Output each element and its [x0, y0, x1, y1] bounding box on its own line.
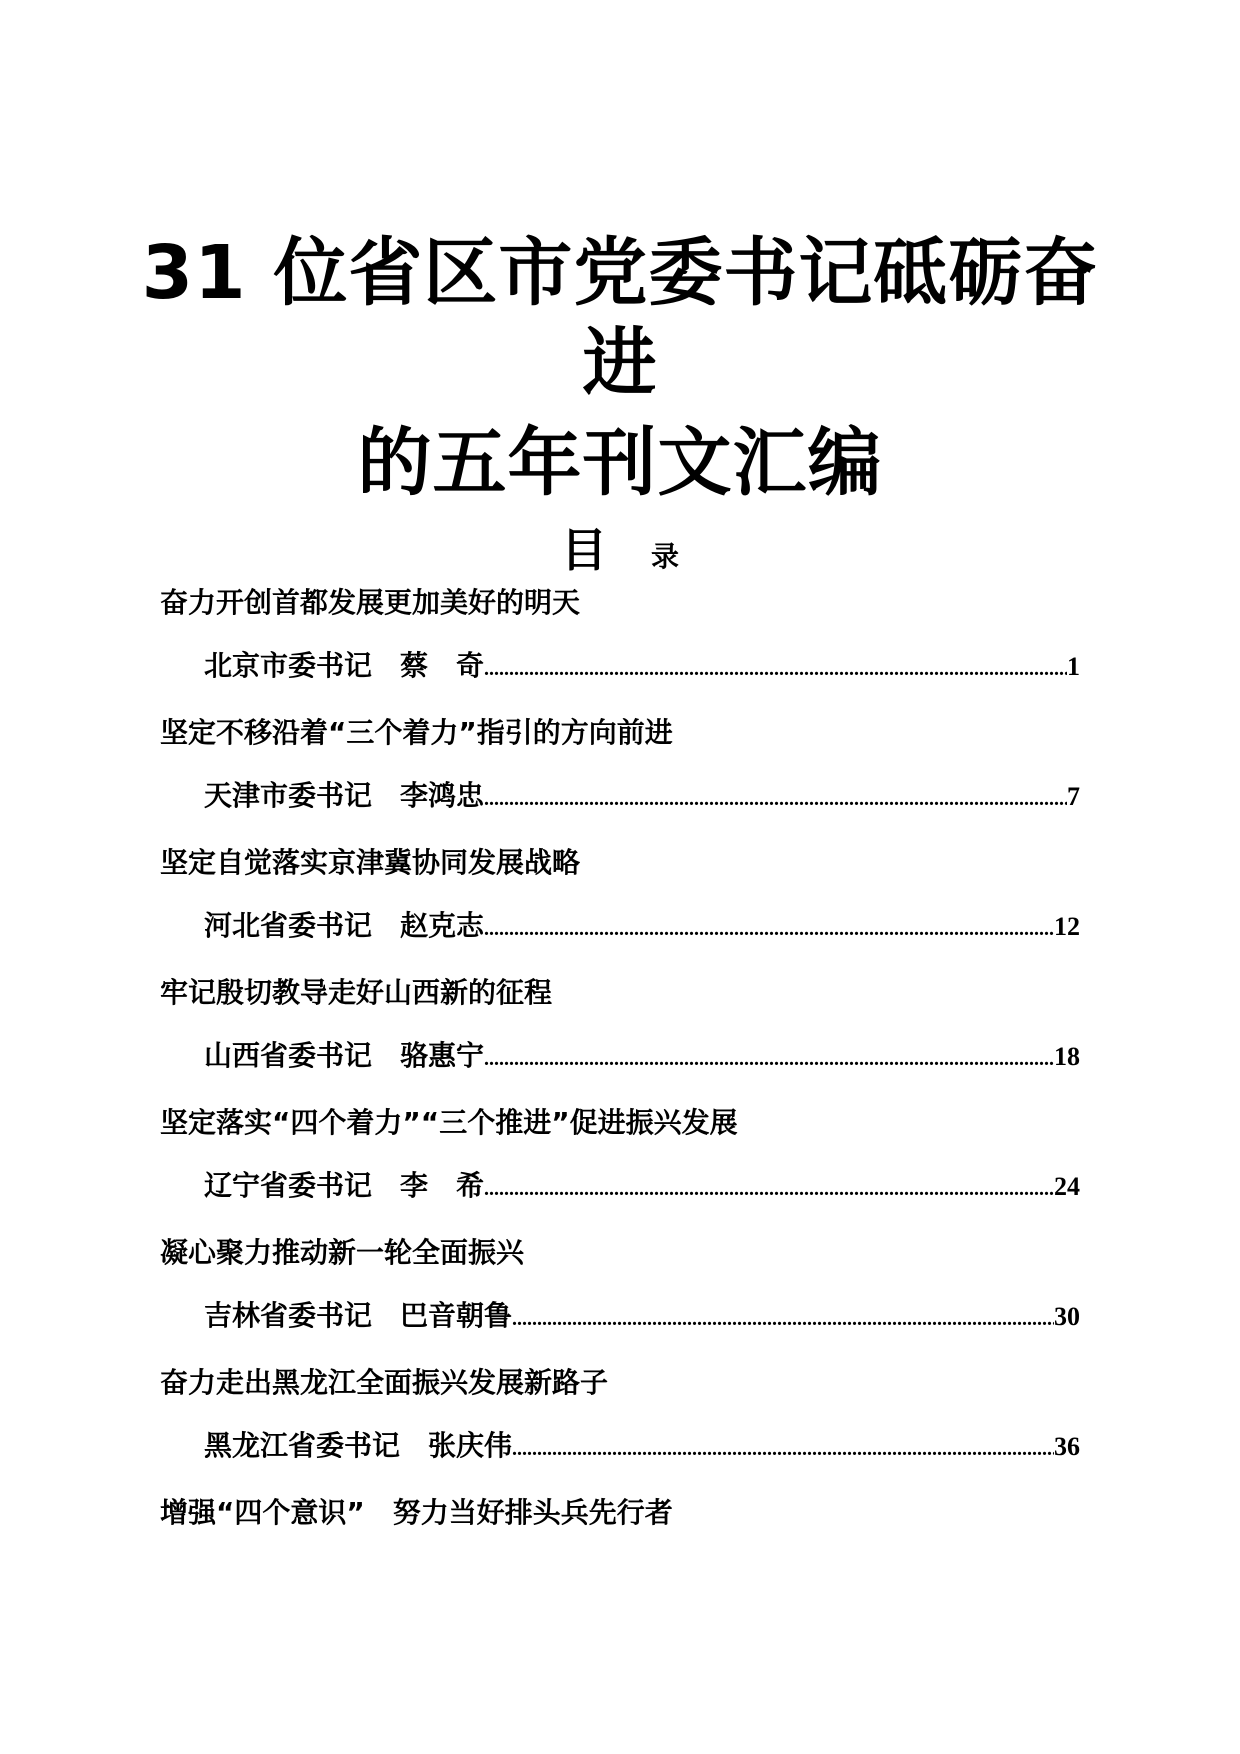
toc-leader-dots — [484, 769, 1067, 829]
toc-entry-author-line[interactable] — [160, 1416, 1080, 1488]
toc-leader-dots — [484, 1159, 1054, 1219]
toc-leader-dots — [484, 1029, 1054, 1089]
toc-entry-title[interactable]: 坚定落实“四个着力”“三个推进”促进振兴发展 — [160, 1106, 738, 1139]
toc-entry-title[interactable]: 坚定自觉落实京津冀协同发展战略 — [160, 846, 581, 879]
toc-leader-dots — [484, 899, 1054, 959]
toc-entry-title[interactable]: 奋力走出黑龙江全面振兴发展新路子 — [160, 1366, 609, 1399]
toc-entry-author-line[interactable] — [160, 766, 1080, 838]
toc-entry-author: 北京市委书记 蔡 奇 — [204, 649, 485, 682]
toc-leader-dots — [512, 1419, 1054, 1479]
toc-entry-author-line[interactable] — [160, 896, 1080, 968]
document-title-line-1: 31 位省区市党委书记砥砺奋 — [141, 230, 1099, 316]
toc-entry — [160, 1228, 1080, 1358]
toc-entry-author: 山西省委书记 骆惠宁 — [204, 1039, 485, 1072]
toc-entry — [160, 968, 1080, 1098]
toc-leader-dots — [512, 1289, 1054, 1349]
toc-entry — [160, 1358, 1080, 1488]
document-title-line-2: 进 — [582, 320, 658, 406]
table-of-contents — [160, 578, 1080, 1618]
toc-entry-author: 辽宁省委书记 李 希 — [204, 1169, 485, 1202]
toc-entry-page-number: 18 — [1054, 1042, 1080, 1071]
toc-entry-author: 吉林省委书记 巴音朝鲁 — [204, 1299, 513, 1332]
toc-entry-author-line[interactable] — [160, 1156, 1080, 1228]
toc-entry-author: 黑龙江省委书记 张庆伟 — [204, 1429, 513, 1462]
toc-heading — [0, 514, 1240, 580]
toc-heading-right: 录 — [650, 540, 679, 573]
toc-entry-author-line[interactable] — [160, 1026, 1080, 1098]
toc-entry — [160, 838, 1080, 968]
document-title-line-3: 的五年刊文汇编 — [357, 420, 883, 506]
toc-entry-author-line[interactable] — [160, 636, 1080, 708]
toc-entry-author: 天津市委书记 李鸿忠 — [204, 779, 485, 812]
toc-entry-title[interactable]: 凝心聚力推动新一轮全面振兴 — [160, 1236, 525, 1269]
toc-entry-title[interactable]: 坚定不移沿着“三个着力”指引的方向前进 — [160, 716, 673, 749]
toc-entry-author: 河北省委书记 赵克志 — [204, 909, 485, 942]
toc-entry — [160, 578, 1080, 708]
toc-entry-page-number: 36 — [1054, 1432, 1080, 1461]
toc-entry-title[interactable]: 奋力开创首都发展更加美好的明天 — [160, 586, 581, 619]
toc-leader-dots — [484, 639, 1067, 699]
toc-entry-author-line[interactable] — [160, 1286, 1080, 1358]
toc-entry-page-number: 1 — [1067, 652, 1080, 681]
toc-entry-page-number: 12 — [1054, 912, 1080, 941]
toc-entry — [160, 1488, 1080, 1618]
toc-entry-page-number: 7 — [1067, 782, 1080, 811]
toc-entry-page-number: 24 — [1054, 1172, 1080, 1201]
toc-entry — [160, 1098, 1080, 1228]
toc-entry-title[interactable]: 增强“四个意识” 努力当好排头兵先行者 — [160, 1496, 673, 1529]
toc-entry-title[interactable]: 牢记殷切教导走好山西新的征程 — [160, 976, 553, 1009]
toc-entry-page-number: 30 — [1054, 1302, 1080, 1331]
toc-entry — [160, 708, 1080, 838]
toc-heading-left: 目 — [560, 523, 607, 577]
